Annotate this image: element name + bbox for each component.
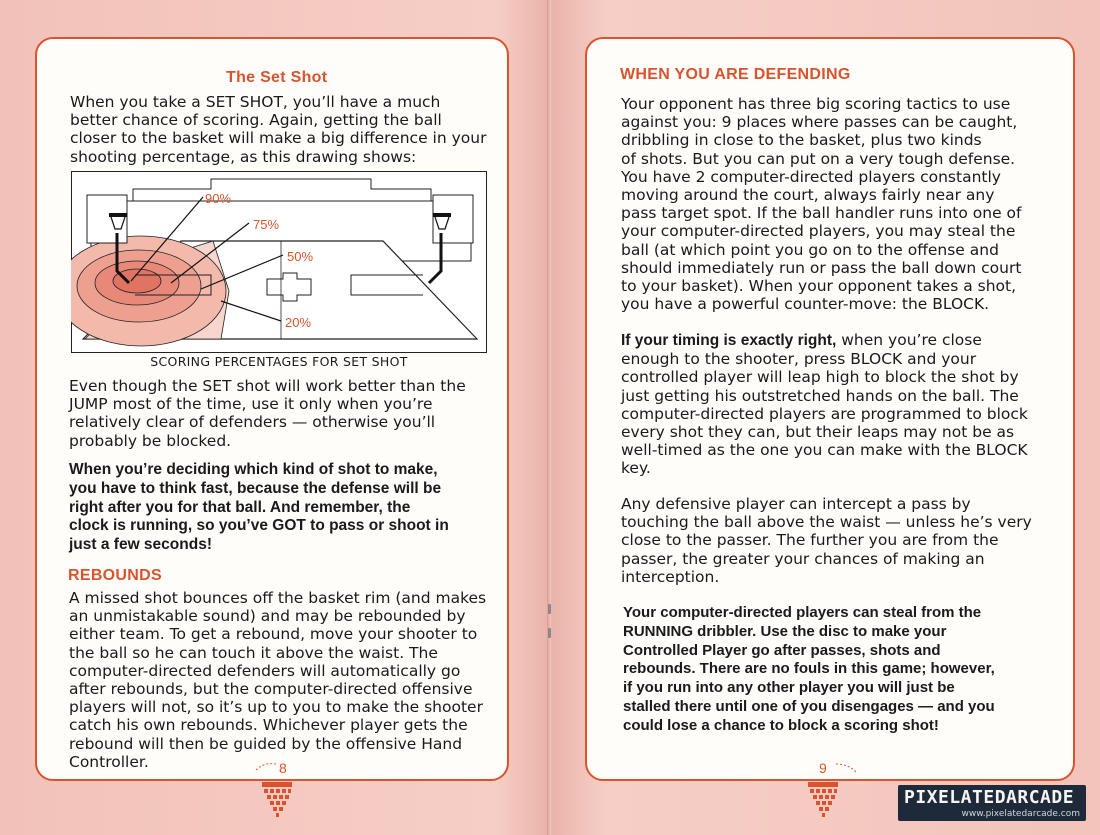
text-line: better chance of scoring. Again, getting the ball — [70, 111, 442, 130]
defending-heading: WHEN YOU ARE DEFENDING — [620, 66, 851, 83]
page-number-right: 9 — [819, 760, 827, 776]
text-line: enough to the shooter, press BLOCK and your — [621, 350, 977, 369]
rebounds-paragraph — [69, 589, 486, 771]
label-90: 90% — [205, 191, 232, 206]
basket-logo-icon — [800, 760, 860, 820]
block-lead-bold: If your timing is exactly right, — [621, 332, 837, 349]
block-paragraph — [621, 331, 1028, 478]
text-line: you have to think fast, because the defense will be — [69, 479, 442, 497]
set-shot-paragraph — [70, 93, 486, 166]
label-50: 50% — [287, 249, 314, 264]
booklet-gutter — [547, 0, 551, 835]
text-line: interception. — [621, 567, 720, 586]
scoring-percentages-drawing — [71, 171, 487, 353]
text-line: against you: 9 places where passes can be caught, — [621, 113, 1018, 132]
text-line: after rebounds, but the computer-directed offensive — [69, 680, 473, 699]
text-line: Controller. — [69, 752, 149, 771]
staple-top — [548, 604, 551, 614]
text-line: rebound will then be guided by the offensive Hand — [69, 734, 463, 753]
text-line: RUNNING dribbler. Use the disc to make your — [623, 622, 947, 640]
page-number-left: 8 — [279, 760, 287, 776]
intercept-paragraph — [621, 495, 1032, 586]
text-line: close to the passer. The further you are from the — [621, 531, 999, 550]
text-line: Even though the SET shot will work better than the — [69, 377, 466, 395]
text-line: if you run into any other player you will just be — [623, 679, 955, 697]
text-line: right after you for that ball. And remember, the — [69, 498, 411, 516]
text-line: Your computer-directed players can steal from the — [623, 604, 982, 621]
text-line: ball (at which point you go on to the offense and — [621, 240, 999, 259]
text-line: just getting his outstretched hands on the ball. The — [621, 386, 1019, 405]
defending-paragraph — [621, 95, 1021, 313]
text-line: JUMP most of the time, use it only when you’re — [69, 395, 433, 414]
text-line: Controlled Player go after passes, shots and — [623, 641, 941, 659]
label-20: 20% — [285, 315, 312, 330]
text-line: catch his own rebounds. Whichever player gets the — [69, 716, 468, 735]
text-line: key. — [621, 459, 651, 478]
text-line: probably be blocked. — [69, 431, 232, 450]
text-line: relatively clear of defenders — otherwise you’ll — [69, 413, 436, 432]
after-drawing-paragraph — [69, 377, 466, 450]
text-line: the ball so he can touch it above the waist. The — [69, 643, 438, 662]
staple-bottom — [548, 628, 551, 638]
text-line: computer-directed players are programmed to block — [621, 404, 1028, 423]
text-line: could lose a chance to block a scoring shot! — [623, 716, 939, 734]
drawing-caption: SCORING PERCENTAGES FOR SET SHOT — [150, 354, 408, 369]
text-line: closer to the basket will make a big difference in your — [70, 129, 487, 148]
text-line: When you take a SET SHOT, you’ll have a much — [70, 93, 441, 111]
text-line: A missed shot bounces off the basket rim (and makes — [69, 589, 487, 607]
steal-bold-paragraph — [623, 604, 995, 736]
text-line: every shot they can, but their leaps may not be as — [621, 423, 1015, 442]
label-75: 75% — [253, 217, 280, 232]
text-line: computer-directed defenders will automatically go — [69, 661, 461, 680]
text-line: players will not, so it’s up to you to make the shooter — [69, 698, 483, 717]
basket-logo-icon — [252, 760, 302, 820]
text-line: either team. To get a rebound, move your shooter to — [69, 625, 478, 644]
text-line: shooting percentage, as this drawing shows: — [70, 147, 417, 166]
text-line: touching the ball above the waist — unless he’s very — [621, 513, 1032, 532]
text-line: should immediately run or pass the ball down court — [621, 258, 1022, 277]
watermark-title: PIXELATEDARCADE — [904, 787, 1075, 808]
text-line: of shots. But you can put on a very tough defense. — [621, 149, 1016, 168]
text-line: stalled there until one of you disengages — and you — [623, 697, 995, 715]
text-line: You have 2 computer-directed players constantly — [621, 167, 1001, 186]
text-line: to your basket). When your opponent takes a shot, — [621, 277, 1017, 296]
rebounds-heading: REBOUNDS — [68, 567, 162, 584]
pixelated-arcade-watermark — [898, 785, 1086, 821]
text-line — [621, 331, 1028, 350]
text-line: controlled player will leap high to block the shot by — [621, 368, 1019, 387]
text-line: pass target spot. If the ball handler runs into one of — [621, 204, 1022, 223]
text-line: dribbling in close to the basket, plus two kinds — [621, 131, 982, 150]
text-line: passer, the greater your chances of making an — [621, 549, 985, 568]
set-shot-heading: The Set Shot — [226, 69, 328, 86]
text-line: your computer-directed players, you may steal the — [621, 222, 1016, 241]
shot-decision-bold-paragraph — [69, 461, 449, 555]
text-line: you have a powerful counter-move: the BLOCK. — [621, 295, 990, 314]
block-lead-rest: when you’re close — [836, 331, 982, 349]
text-line: Your opponent has three big scoring tactics to use — [621, 95, 1011, 113]
watermark-url: www.pixelatedarcade.com — [961, 809, 1080, 819]
text-line: moving around the court, always fairly near any — [621, 186, 995, 205]
text-line: Any defensive player can intercept a pass by — [621, 495, 971, 513]
text-line: an unmistakable sound) and may be rebounded by — [69, 607, 466, 626]
text-line: just a few seconds! — [69, 536, 212, 554]
text-line: When you’re deciding which kind of shot to make, — [69, 461, 438, 478]
text-line: rebounds. There are no fouls in this game; however, — [623, 660, 995, 678]
text-line: well-timed as the one you can make with the BLOCK — [621, 441, 1028, 460]
text-line: clock is running, so you’ve GOT to pass or shoot in — [69, 517, 449, 535]
